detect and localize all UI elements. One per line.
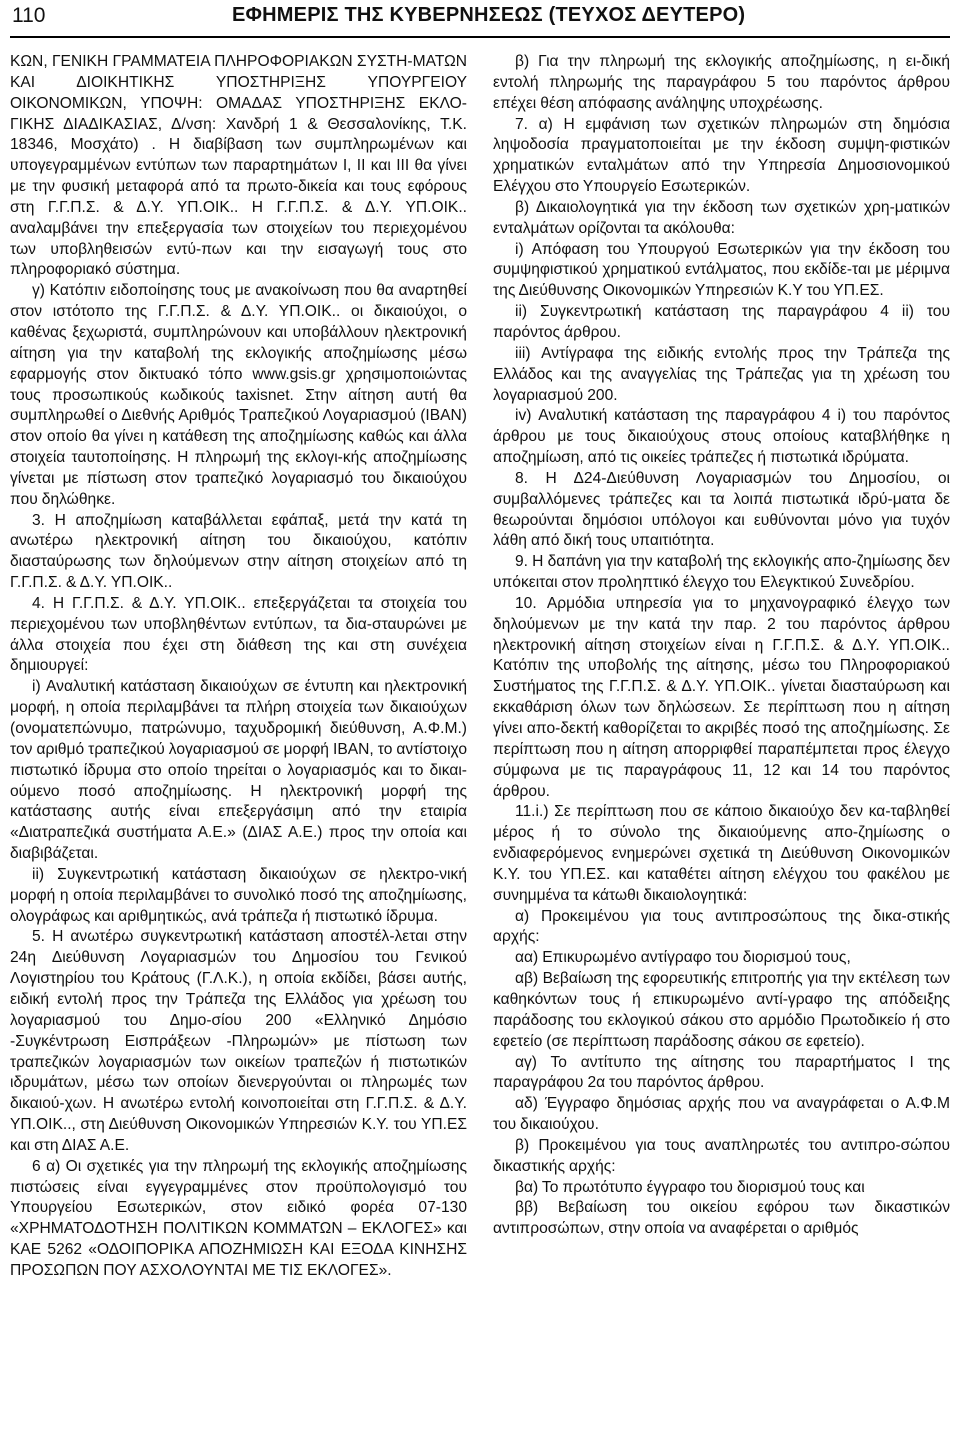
paragraph: β) Προκειμένου για τους αναπληρωτές του αντιπρο-σώπου δικαστικής αρχής: xyxy=(493,1136,950,1175)
paragraph: 10. Αρμόδια υπηρεσία για το μηχανογραφικό έλεγχο των δηλούμενων με την κατά την παρ. 2 του παρόντος άρθρου ηλεκτρονική αίτηση στοιχείων είναι η Γ.Γ.Π.Σ. & Δ.Υ. ΥΠ.ΟΙΚ.. Κατόπιν της υποβολής της αίτησης, μέσω του Πληροφοριακού Συστήματος της Γ.Γ.Π.Σ. & Δ.Υ. ΥΠ.ΟΙΚ.. γίνεται διασταύρωση και εκκαθάριση όλων των δηλώσεων. Σε περίπτωση που η αίτηση γίνει απο-δεκτή καθορίζεται το ακριβές ποσό της αποζημίωσης. Σε περίπτωση που η αίτηση απορριφθεί παραπέμπεται προς έλεγχο σύμφωνα με τις παραγράφους 11, 12 και 14 του παρόντος άρθρου. xyxy=(493,594,950,800)
paragraph: α) Προκειμένου για τους αντιπροσώπους της δικα-στικής αρχής: xyxy=(493,907,950,946)
paragraph: αα) Επικυρωμένο αντίγραφο του διορισμού τους, xyxy=(515,949,851,967)
right-column xyxy=(493,52,950,1240)
paragraph: αβ) Βεβαίωση της εφορευτικής επιτροπής για την εκτέλεση των καθηκόντων τους ή επικυρωμένο αντί-γραφο της απόδειξης παράδοσης του εκλογικού σάκου στο αρμόδιο Πρωτοδικείο ή στο εφετείο (σε περίπτωση παράδοσης σάκου σε εφετείο). xyxy=(493,970,950,1050)
paragraph: 8. Η Δ24-Διεύθυνση Λογαριασμών του Δημοσίου, οι συμβαλλόμενες τράπεζες και τα λοιπά πιστωτικά ιδρύ-ματα δε θεωρούνται δημόσιοι υπόλογοι και ευθύνονται μόνο για τυχόν λάθη από δική τους υπαιτιότητα. xyxy=(493,469,950,550)
paragraph: βα) Το πρωτότυπο έγγραφο του διορισμού τους και xyxy=(515,1178,865,1196)
paragraph: ii) Συγκεντρωτική κατάσταση δικαιούχων σε ηλεκτρο-νική μορφή η οποία περιλαμβάνει το συνολικό ποσό της αποζημίωσης, ολογράφως και αριθμητικώς, ανά τράπεζα ή πιστωτικό ίδρυμα. xyxy=(10,865,467,925)
paragraph: γ) Κατόπιν ειδοποίησης τους με ανακοίνωση που θα αναρτηθεί στον ιστότοπο της Γ.Γ.Π.Σ. & Δ.Υ. ΥΠ.ΟΙΚ.. οι δικαιούχοι, ο καθένας ξεχωριστά, συμπληρώνουν και υποβάλλουν ηλεκτρονική αίτηση για την καταβολή της εκλογικής αποζημίωσης μέσω εφαρμογής στον δικτυακό τόπο www.gsis.gr χρησιμοποιώντας τους προσωπικούς κωδικούς taxisnet. Στην αίτηση αυτή θα συμπληρωθεί ο Διεθνής Αριθμός Τραπεζικού Λογαριασμού (ΙΒΑΝ) στον οποίο θα γίνει η κατάθεση της αποζημίωσης καθώς και άλλα στοιχεία ταυτοποίησης. Η πληρωμή της εκλογι-κής αποζημίωσης γίνεται με πίστωση στον τραπεζικό λογαριασμό του δικαιούχου που δηλώθηκε. xyxy=(10,282,467,508)
page-number: 110 xyxy=(12,4,46,27)
paragraph: iii) Αντίγραφα της ειδικής εντολής προς την Τράπεζα της Ελλάδος και της αναγγελίας της Τράπεζας για τη χρέωση του λογαριασμού 200. xyxy=(493,344,950,404)
paragraph: αδ) Έγγραφο δημόσιας αρχής που να αναγράφεται ο Α.Φ.Μ του δικαιούχου. xyxy=(493,1095,950,1134)
paragraph: 4. Η Γ.Γ.Π.Σ. & Δ.Υ. ΥΠ.ΟΙΚ.. επεξεργάζεται τα στοιχεία του περιεχομένου των υποβληθέντων εντύπων, τα δια-σταυρώνει με άλλα στοιχεία που έχει στη διάθεση της και στη συνέχεια δημιουργεί: xyxy=(10,594,467,675)
paragraph: 11.i.) Σε περίπτωση που σε κάποιο δικαιούχο δεν κα-ταβληθεί μέρος ή το σύνολο της δικαιούμενης απο-ζημίωσης ο ενδιαφερόμενος ενημερώνει σχετικά τη Διεύθυνση Οικονομικών Κ.Υ. του ΥΠ.ΕΣ. και καταθέτει αίτηση ελέγχου του φακέλου με συνημμένα τα κάτωθι δικαιολογητικά: xyxy=(493,803,950,904)
paragraph: i) Αναλυτική κατάσταση δικαιούχων σε έντυπη και ηλεκτρονική μορφή, η οποία περιλαμβάνει τα πλήρη στοιχεία των δικαιούχων (ονοματεπώνυμο, πατρώνυμο, ταχυδρομική διεύθυνση, Α.Φ.Μ.) τον αριθμό τραπεζικού λογαριασμού σε μορφή ΙΒΑΝ, το αντίστοιχο πιστωτικό ίδρυμα στο οποίο τηρείται ο λογαριασμός και το δικαι-ούμενο ποσό αποζημίωσης. Η ηλεκτρονική μορφή της κατάστασης αυτής είναι επεξεργάσιμη από την εταιρία «Διατραπεζικά συστήματα Α.Ε.» (ΔΙΑΣ Α.Ε.) προς την οποία και διαβιβάζεται. xyxy=(10,678,467,863)
paragraph: 3. Η αποζημίωση καταβάλλεται εφάπαξ, μετά την κατά τη ανωτέρω ηλεκτρονική αίτηση του δικαιούχου, κατόπιν διασταύρωσης των δηλούμενων στην αίτηση στοιχείων από τη Γ.Γ.Π.Σ. & Δ.Υ. ΥΠ.ΟΙΚ.. xyxy=(10,511,467,592)
paragraph: i) Απόφαση του Υπουργού Εσωτερικών για την έκδοση του συμψηφιστικού χρηματικού εντάλματος, που εκδίδε-ται με μέριμνα της Διεύθυνσης Οικονομικών Υπηρεσιών Κ.Υ του ΥΠ.ΕΣ. xyxy=(493,240,950,300)
paragraph: 6 α) Οι σχετικές για την πληρωμή της εκλογικής αποζημίωσης πιστώσεις είναι εγγεγραμμένες στον προϋπολογισμό του Υπουργείου Εσωτερικών, στον ειδικό φορέα 07-130 «ΧΡΗΜΑΤΟΔΟΤΗΣΗ ΠΟΛΙΤΙΚΩΝ ΚΟΜΜΑΤΩΝ – ΕΚΛΟΓΕΣ» και ΚΑΕ 5262 «ΟΔΟΙΠΟΡΙΚΑ ΑΠΟΖΗΜΙΩΣΗ ΚΑΙ ΕΞΟΔΑ ΚΙΝΗΣΗΣ ΠΡΟΣΩΠΩΝ ΠΟΥ ΑΣΧΟΛΟΥΝΤΑΙ ΜΕ ΤΙΣ ΕΚΛΟΓΕΣ». xyxy=(10,1157,467,1279)
paragraph: αγ) Το αντίτυπο της αίτησης του παραρτήματος Ι της παραγράφου 2α του παρόντος άρθρου. xyxy=(493,1053,950,1092)
paragraph: ii) Συγκεντρωτική κατάσταση της παραγράφου 4 ii) του παρόντος άρθρου. xyxy=(493,303,950,341)
paragraph: 7. α) Η εμφάνιση των σχετικών πληρωμών στη δημόσια ληψοδοσία πραγματοποιείται με την έκδοση συμψη-φιστικών χρηματικών ενταλμάτων από την Υπηρεσία Δημοσιονομικού Ελέγχου στο Υπουργείο Εσωτερικών. xyxy=(493,115,950,196)
left-column xyxy=(10,52,467,1282)
paragraph: β) Για την πληρωμή της εκλογικής αποζημίωσης, η ει-δική εντολή πληρωμής της παραγράφου 5 του παρόντος άρθρου επέχει θέση απόφασης ανάληψης υποχρέωσης. xyxy=(493,53,950,112)
paragraph: β) Δικαιολογητικά για την έκδοση των σχετικών χρη-ματικών ενταλμάτων ορίζονται τα ακόλουθα: xyxy=(493,198,950,237)
paragraph: ΚΩΝ, ΓΕΝΙΚΗ ΓΡΑΜΜΑΤΕΙΑ ΠΛΗΡΟΦΟΡΙΑΚΩΝ ΣΥΣΤΗ-ΜΑΤΩΝ ΚΑΙ ΔΙΟΙΚΗΤΙΚΗΣ ΥΠΟΣΤΗΡΙΞΗΣ ΥΠΟΥΡΓΕΙΟΥ ΟΙΚΟΝΟΜΙΚΩΝ, ΥΠΟΨΗ: ΟΜΑΔΑΣ ΥΠΟΣΤΗΡΙΞΗΣ ΕΚΛΟ-ΓΙΚΗΣ ΔΙΑΔΙΚΑΣΙΑΣ, Δ/νση: Χανδρή 1 & Θεσσαλονίκης, Τ.Κ. 18346, Μοσχάτο) . Η διαβίβαση των συμπληρωμένων και υπογεγραμμένων εντύπων των παραρτημάτων Ι, ΙΙ και ΙΙΙ θα γίνει με την φυσική μεταφορά από τα πρωτο-δικεία και τους εφόρους στη Γ.Γ.Π.Σ. & Δ.Υ. ΥΠ.ΟΙΚ.. Η Γ.Γ.Π.Σ. & Δ.Υ. ΥΠ.ΟΙΚ.. αναλαμβάνει την επεξεργασία των στοιχείων του περιεχομένου των υποβληθεισών εντύ-πων και την εισαγωγή τους στο πληροφοριακό σύστημα. xyxy=(10,53,467,279)
paragraph: ββ) Βεβαίωση του οικείου εφόρου των δικαστικών αντιπροσώπων, στην οποία να αναφέρεται ο αριθμός xyxy=(493,1199,950,1238)
paragraph: 9. Η δαπάνη για την καταβολή της εκλογικής απο-ζημίωσης δεν υπόκειται στον προληπτικό έλεγχο του Ελεγκτικού Συνεδρίου. xyxy=(493,553,950,592)
header-divider xyxy=(10,36,950,38)
paragraph: 5. Η ανωτέρω συγκεντρωτική κατάσταση αποστέλ-λεται στην 24η Διεύθυνση Λογαριασμών του Δημοσίου του Γενικού Λογιστηρίου του Κράτους (Γ.Λ.Κ.), η οποία εκδίδει, βάσει αυτής, ειδική εντολή προς την Τράπεζα της Ελλάδος για χρέωση του λογαριασμού του Δημο-σίου 200 «Ελληνικό Δημόσιο -Συγκέντρωση Εισπράξεων -Πληρωμών» με πίστωση των τραπεζικών λογαριασμών των οικείων τραπεζών ή πιστωτικών ιδρυμάτων, μέσω των οποίων διενεργούνται οι πληρωμές των δικαιού-χων. Η ανωτέρω εντολή κοινοποιείται στη Γ.Γ.Π.Σ. & Δ.Υ. ΥΠ.ΟΙΚ.., στη Διεύθυνση Οικονομικών Υπηρεσιών Κ.Υ. του ΥΠ.ΕΣ και στη ΔΙΑΣ Α.Ε. xyxy=(10,928,467,1154)
paragraph: iv) Αναλυτική κατάσταση της παραγράφου 4 i) του παρόντος άρθρου με τους δικαιούχους στους οποίους καταβλήθηκε η αποζημίωση, από τις οικείες τράπεζες ή πιστωτικά ιδρύματα. xyxy=(493,407,950,467)
gazette-running-title: ΕΦΗΜΕΡΙΣ ΤΗΣ ΚΥΒΕΡΝΗΣΕΩΣ (ΤΕΥΧΟΣ ΔΕΥΤΕΡΟ) xyxy=(232,4,746,26)
page-header xyxy=(0,0,960,40)
